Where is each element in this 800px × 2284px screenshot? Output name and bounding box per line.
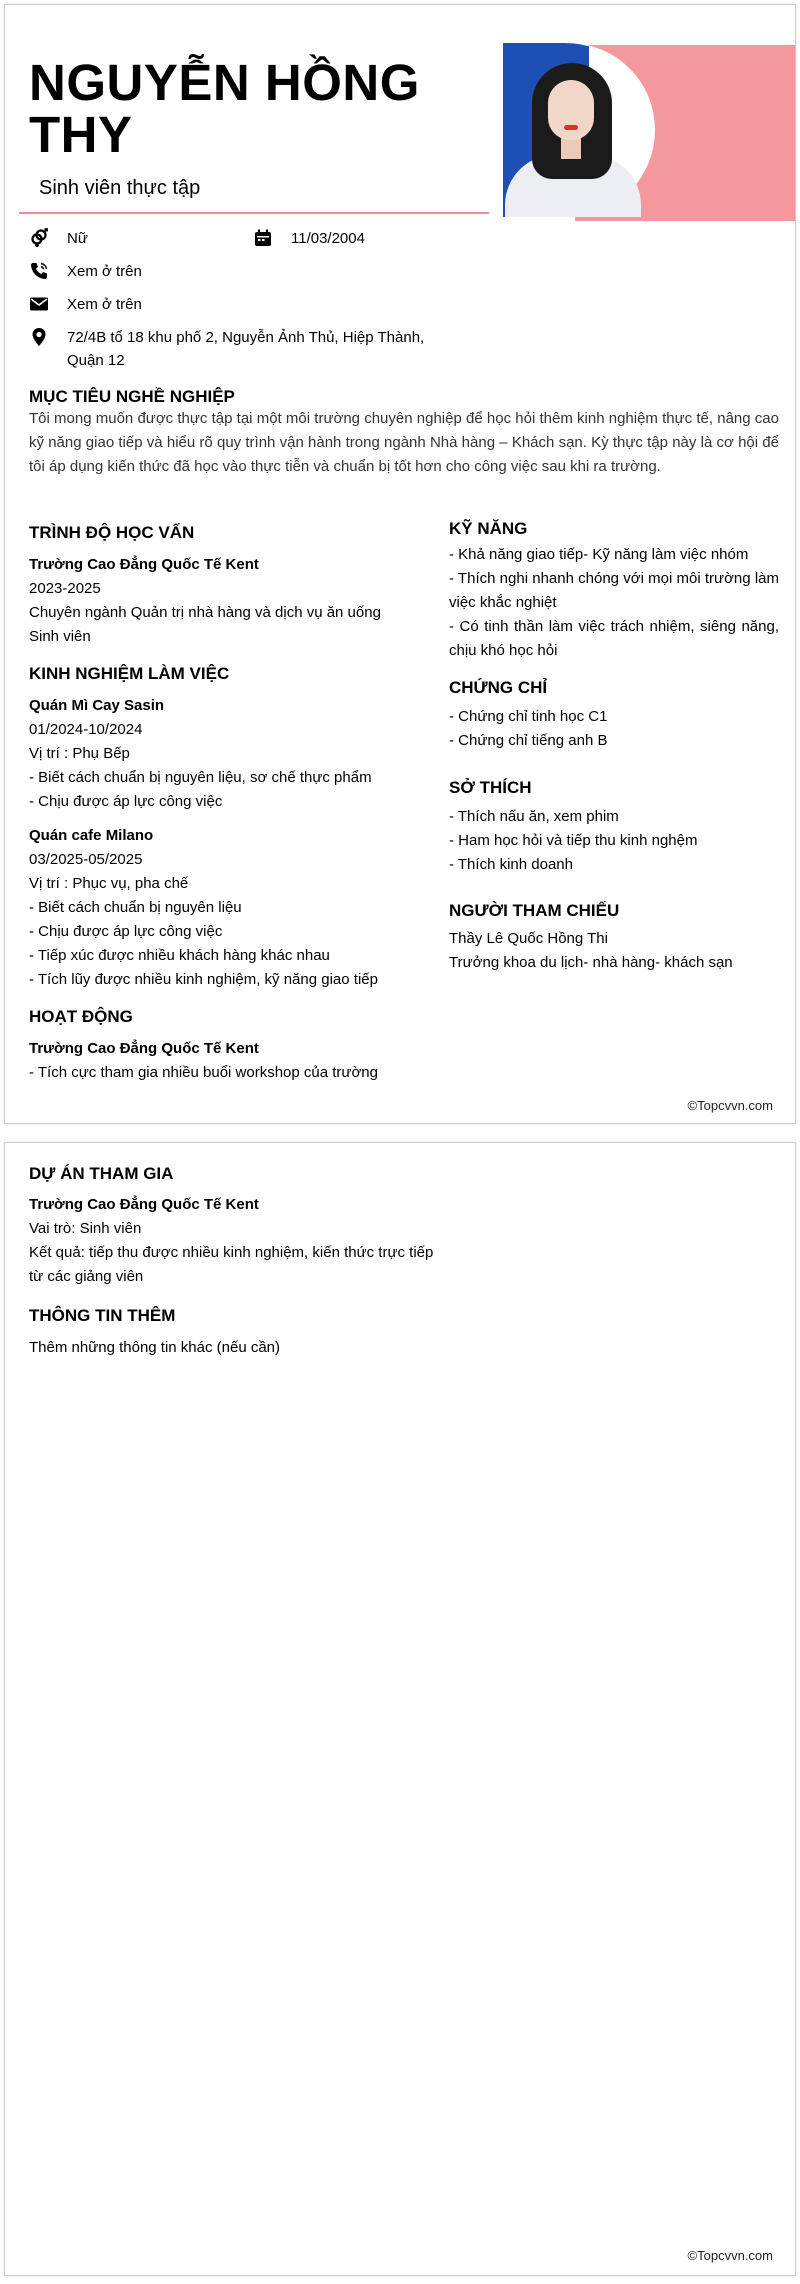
skills-title: KỸ NĂNG — [449, 519, 528, 538]
job-2-company: Quán cafe Milano — [29, 827, 154, 844]
education-title: TRÌNH ĐỘ HỌC VẤN — [29, 523, 195, 542]
additional-title: THÔNG TIN THÊM — [29, 1306, 176, 1325]
job-1-role: Vị trí : Phụ Bếp — [29, 745, 130, 762]
certificates-title: CHỨNG CHỈ — [449, 678, 548, 697]
gender-icon — [29, 228, 49, 248]
reference-role: Trưởng khoa du lịch- nhà hàng- khách sạn — [449, 954, 733, 971]
reference-title: NGƯỜI THAM CHIẾU — [449, 901, 620, 920]
education-school: Trường Cao Đẳng Quốc Tế Kent — [29, 556, 259, 573]
hobby-item: - Thích nấu ăn, xem phim — [449, 808, 619, 825]
dob-value: 11/03/2004 — [291, 230, 365, 247]
job-1-detail: - Biết cách chuẩn bị nguyên liệu, sơ chế thực phẩm — [29, 769, 372, 786]
address-value: 72/4B tổ 18 khu phố 2, Nguyễn Ảnh Thủ, Hiệp Thành, Quận 12 — [67, 329, 425, 369]
projects-org: Trường Cao Đẳng Quốc Tế Kent — [29, 1196, 259, 1213]
job-2-detail: - Chịu được áp lực công việc — [29, 923, 223, 940]
job-1-detail: - Chịu được áp lực công việc — [29, 793, 223, 810]
projects-role: Vai trò: Sinh viên — [29, 1220, 142, 1237]
hobby-item: - Thích kinh doanh — [449, 856, 573, 873]
location-icon — [29, 327, 49, 347]
education-status: Sinh viên — [29, 628, 91, 645]
phone-icon — [29, 261, 49, 281]
skill-item: - Thích nghi nhanh chóng với mọi môi trường làm việc khắc nghiệt — [449, 570, 779, 611]
job-2-detail: - Biết cách chuẩn bị nguyên liệu — [29, 899, 242, 916]
accent-divider — [19, 212, 489, 214]
cv-page-1 — [4, 4, 796, 1124]
certificate-item: - Chứng chỉ tiếng anh B — [449, 732, 608, 749]
projects-title: DỰ ÁN THAM GIA — [29, 1164, 174, 1183]
photo-lips — [564, 125, 578, 130]
reference-name: Thầy Lê Quốc Hồng Thi — [449, 930, 608, 947]
email-row — [29, 293, 142, 316]
education-major: Chuyên ngành Quản trị nhà hàng và dịch vụ ăn uống — [29, 604, 381, 621]
job-1-company: Quán Mì Cay Sasin — [29, 697, 165, 714]
job-2-role: Vị trí : Phục vụ, pha chế — [29, 875, 189, 892]
activities-title: HOẠT ĐỘNG — [29, 1007, 133, 1026]
phone-value: Xem ở trên — [67, 263, 142, 280]
experience-title: KINH NGHIỆM LÀM VIỆC — [29, 664, 230, 683]
dob-row — [253, 227, 365, 250]
address-row — [29, 326, 459, 372]
job-1-period: 01/2024-10/2024 — [29, 721, 143, 738]
page-footer: ©Topcvvn.com — [687, 2248, 773, 2263]
candidate-name: NGUYỄN HỒNG THY — [29, 54, 420, 163]
hobby-item: - Ham học hỏi và tiếp thu kinh nghệm — [449, 832, 698, 849]
education-period: 2023-2025 — [29, 580, 101, 597]
objective-title: MỤC TIÊU NGHỀ NGHIỆP — [29, 387, 235, 406]
photo-neck — [561, 137, 581, 159]
calendar-icon — [253, 228, 273, 248]
objective-text: Tôi mong muốn được thực tập tại một môi trường chuyên nghiệp để học hỏi thêm kinh nghiệm thực tế, nâng cao kỹ năng giao tiếp và hiểu rõ quy trình vận hành trong ngành Nhà hàng – Khách sạn. Kỳ thực tập này là cơ hội để tôi áp dụng kiến thức đã học vào thực tiễn và chuẩn bị tốt hơn cho công việc sau khi ra trường. — [29, 410, 779, 475]
gender-value: Nữ — [67, 230, 88, 247]
job-2-detail: - Tích lũy được nhiều kinh nghiệm, kỹ năng giao tiếp — [29, 971, 378, 988]
photo-face — [548, 80, 594, 140]
mail-icon — [29, 294, 49, 314]
certificate-item: - Chứng chỉ tinh học C1 — [449, 708, 608, 725]
activities-detail: - Tích cực tham gia nhiều buổi workshop của trường — [29, 1064, 378, 1081]
job-2-period: 03/2025-05/2025 — [29, 851, 143, 868]
skill-item: - Khả năng giao tiếp- Kỹ năng làm việc nhóm — [449, 546, 749, 563]
gender-row — [29, 227, 88, 250]
page-footer: ©Topcvvn.com — [687, 1098, 773, 1113]
skill-item: - Có tinh thần làm việc trách nhiệm, siêng năng, chịu khó học hỏi — [449, 618, 779, 659]
activities-org: Trường Cao Đẳng Quốc Tế Kent — [29, 1040, 259, 1057]
hobbies-title: SỞ THÍCH — [449, 778, 532, 797]
job-2-detail: - Tiếp xúc được nhiều khách hàng khác nhau — [29, 947, 330, 964]
additional-text: Thêm những thông tin khác (nếu cần) — [29, 1339, 281, 1356]
cv-page-2 — [4, 1142, 796, 2276]
phone-row — [29, 260, 142, 283]
candidate-position: Sinh viên thực tập — [39, 177, 201, 199]
projects-result: Kết quả: tiếp thu được nhiều kinh nghiệm, kiến thức trực tiếp từ các giảng viên — [29, 1244, 434, 1285]
email-value: Xem ở trên — [67, 296, 142, 313]
